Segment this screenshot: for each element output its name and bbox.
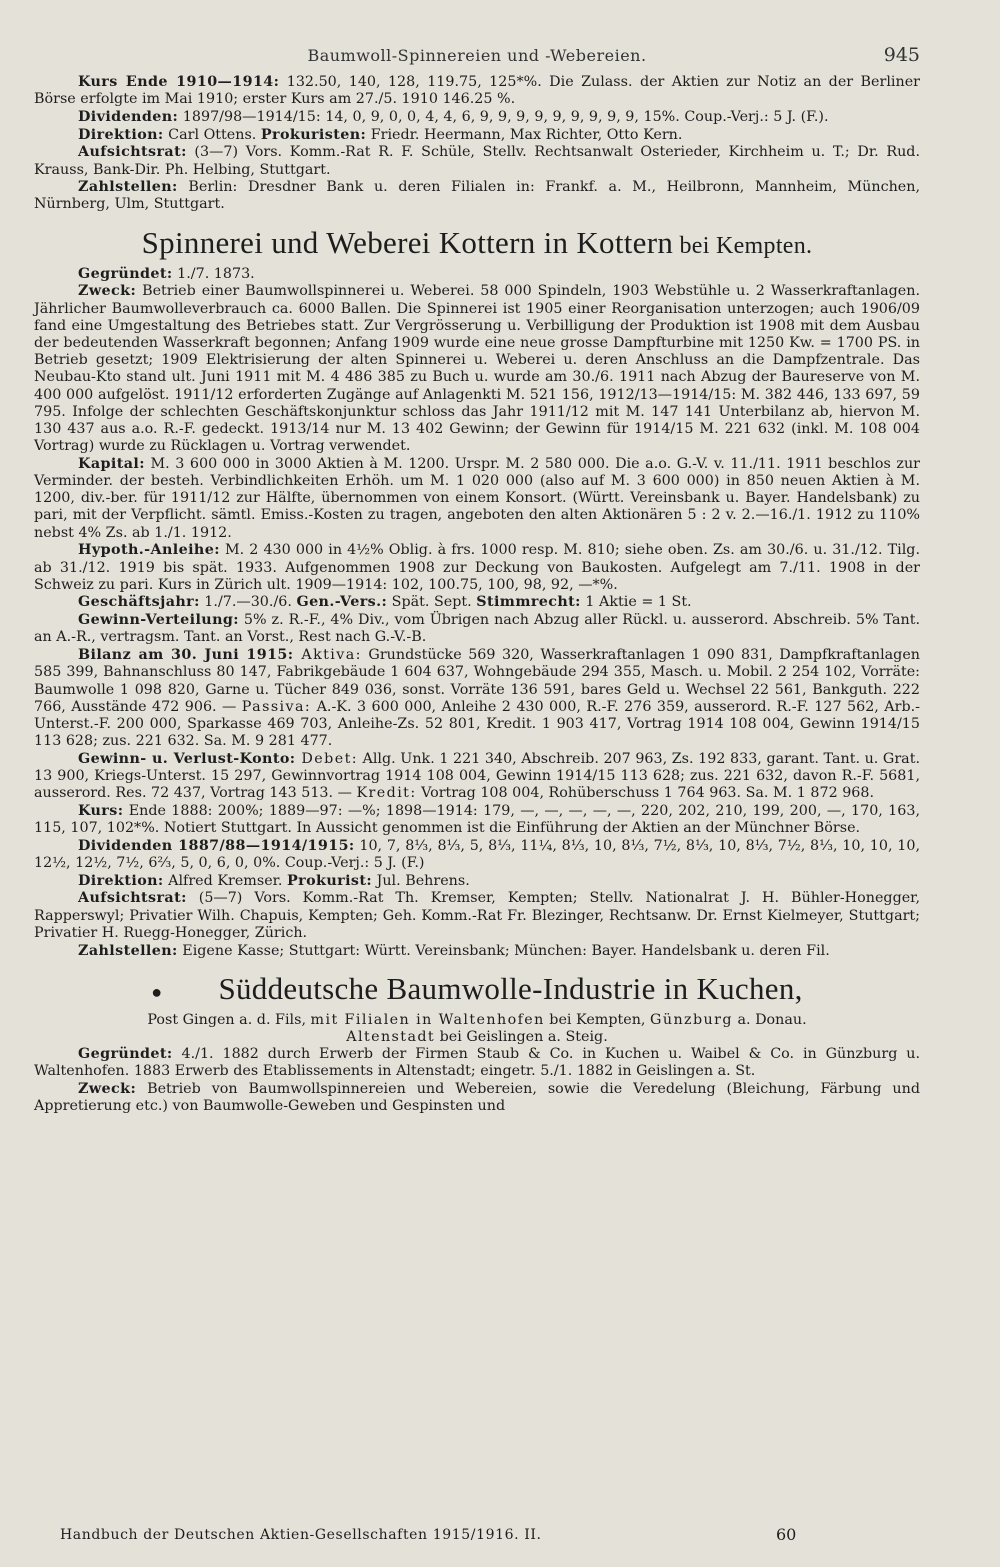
bullet-icon: ● bbox=[151, 981, 163, 1002]
gewinn-verlust-paragraph: Gewinn- u. Verlust-Konto: Debet: Allg. Unk. 1 221 340, Abschreib. 207 963, Zs. 192 833, garant. Tant. u. Grat. 13 900, Kriegs-Unterst. 15 297, Gewinnvortrag 1914 108 004, Gewinn 1914/15 113 628; zus. 221 632, davon R.-F. 5681, ausserord. Res. 72 437, Vortrag 143 513. — Kredit: Vortrag 108 004, Rohüberschuss 1 764 963. Sa. M. 1 872 968. bbox=[34, 750, 920, 802]
aufsichtsrat-paragraph: Aufsichtsrat: (5—7) Vors. Komm.-Rat Th. Kremser, Kempten; Stellv. Nationalrat J. H. Bühler-Honegger, Rapperswyl; Privatier Wilh. Chapuis, Kempten; Geh. Komm.-Rat Fr. Blezinger, Rechtsanw. Dr. Ernst Kielmeyer, Stuttgart; Privatier H. Ruegg-Honegger, Zürich. bbox=[34, 890, 920, 941]
handbook-title: Handbuch der Deutschen Aktien-Gesellschaften 1915/1916. II. bbox=[60, 1527, 542, 1543]
entry-kuchen bbox=[34, 1046, 920, 1115]
entry-title-kottern: Spinnerei und Weberei Kottern in Kottern bei Kempten. bbox=[141, 224, 813, 260]
kurs-paragraph: Kurs: Ende 1888: 200%; 1889—97: —%; 1898—1914: 179, —, —, —, —, —, 220, 202, 210, 199, 200, —, 170, 163, 115, 107, 102*%. Notiert Stuttgart. In Aussicht genommen ist die Einführung der Aktien an der Münchner Börse. bbox=[34, 802, 920, 837]
zweck-paragraph: Zweck: Betrieb einer Baumwollspinnerei u. Weberei. 58 000 Spindeln, 1903 Webstühle u. 2 Wasserkraftanlagen. Jährlicher Baumwolleverbrauch ca. 6000 Ballen. Die Spinnerei ist 1905 einer Reorganisation unterzogen; auch 1906/09 fand eine Umgestaltung des Betriebes statt. Zur Vergrösserung u. Verbilligung der Produktion ist 1908 mit dem Ausbau der bedeutenden Wasserkraft begonnen; Anfang 1909 wurde eine neue grosse Dampfturbine mit 1250 Kw. = 1700 PS. in Betrieb gesetzt; 1909 Elektrisierung der alten Spinnerei u. Weberei u. deren Anschluss an die Dampfzentrale. Das Neubau-Kto stand ult. Juni 1911 mit M. 4 486 385 zu Buch u. wurde am 30./6. 1911 nach Abzug der Baureserve von M. 400 000 aufgelöst. 1911/12 erforderten Zugänge auf Anlagenkti M. 521 156, 1912/13—1914/15: M. 382 446, 133 697, 59 795. Infolge der schlechten Geschäftskonjunktur schloss das Jahr 1911/12 mit M. 147 141 Unterbilanz ab, hiervon M. 130 437 aus a.o. R.-F. gedeckt. 1913/14 nur M. 13 402 Gewinn; der Gewinn für 1914/15 M. 221 632 (inkl. M. 108 004 Vortrag) wurde zu Rücklagen u. Vortrag verwendet. bbox=[34, 283, 920, 455]
zahlstellen-paragraph: Zahlstellen: Berlin: Dresdner Bank u. deren Filialen in: Frankf. a. M., Heilbronn, Mannheim, München, Nürnberg, Ulm, Stuttgart. bbox=[34, 179, 920, 213]
gewinn-verteilung-paragraph: Gewinn-Verteilung: 5% z. R.-F., 4% Div., vom Übrigen nach Abzug aller Rückl. u. ausserord. Abschreib. 5% Tant. an A.-R., vertragsm. Tant. an Vorst., Rest nach G.-V.-B. bbox=[34, 612, 920, 646]
running-title: Baumwoll-Spinnereien und -Webereien. bbox=[307, 46, 647, 65]
hypoth-anleihe-paragraph: Hypoth.-Anleihe: M. 2 430 000 in 4½% Oblig. à frs. 1000 resp. M. 810; siehe oben. Zs. am 30./6. u. 31./12. Tilg. ab 31./12. 1919 bis spät. 1933. Aufgenommen 1908 zur Deckung von Baukosten. Aufgelegt am 7./11. 1908 in der Schweiz zu pari. Kurs in Zürich ult. 1909—1914: 102, 100.75, 100, 98, 92, —*%. bbox=[34, 542, 920, 593]
bilanz-paragraph: Bilanz am 30. Juni 1915: Aktiva: Grundstücke 569 320, Wasserkraftanlagen 1 090 831, Dampfkraftanlagen 585 399, Bahnanschluss 80 147, Fabrikgebäude 1 604 637, Wohngebäude 294 355, Masch. u. Mobil. 2 254 102, Vorräte: Baumwolle 1 098 820, Garne u. Tücher 849 036, sonst. Vorräte 136 591, bares Geld u. Wechsel 22 561, Bankguth. 222 766, Ausstände 472 906. — Passiva: A.-K. 3 600 000, Anleihe 2 430 000, R.-F. 276 359, ausserord. R.-F. 127 562, Arb.-Unterst.-F. 200 000, Sparkasse 469 703, Anleihe-Zs. 52 801, Kredit. 1 903 417, Vortrag 1914 108 004, Gewinn 1914/15 113 628; zus. 221 632. Sa. M. 9 281 477. bbox=[34, 647, 920, 750]
gegruendet-paragraph: Gegründet: 4./1. 1882 durch Erwerb der Firmen Staub & Co. in Kuchen u. Waibel & Co. in Günzburg u. Waltenhofen. 1883 Erwerb des Etablissements in Altenstadt; eingetr. 5./1. 1882 in Geislingen a. St. bbox=[34, 1046, 920, 1080]
entry-previous-continued bbox=[34, 74, 920, 214]
zweck-paragraph: Zweck: Betrieb von Baumwollspinnereien und Webereien, sowie die Veredelung (Bleichung, Färbung und Appretierung etc.) von Baumwolle-Geweben und Gespinsten und bbox=[34, 1080, 920, 1115]
direktion-paragraph: Direktion: Carl Ottens. Prokuristen: Friedr. Heermann, Max Richter, Otto Kern. bbox=[78, 126, 683, 143]
page-header bbox=[34, 40, 920, 74]
entry-kottern bbox=[34, 266, 920, 960]
entry-title-kuchen: ● Süddeutsche Baumwolle-Industrie in Kuchen, bbox=[151, 970, 803, 1006]
filial-line: Altenstadt bei Geislingen a. Steig. bbox=[346, 1028, 608, 1045]
page-footer bbox=[60, 1527, 910, 1543]
gegruendet-paragraph: Gegründet: 1./7. 1873. bbox=[78, 265, 255, 282]
post-line: Post Gingen a. d. Fils, mit Filialen in Waltenhofen bei Kempten, Günzburg a. Donau. bbox=[147, 1011, 807, 1028]
dividenden-paragraph: Dividenden 1887/88—1914/1915: 10, 7, 8⅓, 8⅓, 5, 8⅓, 11¼, 8⅓, 10, 8⅓, 7½, 8⅓, 10, 8⅓, 7½, 8⅓, 10, 10, 10, 12½, 12½, 7½, 6⅔, 5, 0, 6, 0, 0%. Coup.-Verj.: 5 J. (F.) bbox=[34, 837, 920, 872]
kurs-paragraph: Kurs Ende 1910—1914: 132.50, 140, 128, 119.75, 125*%. Die Zulass. der Aktien zur Notiz an der Berliner Börse erfolgte im Mai 1910; erster Kurs am 27./5. 1910 146.25 %. bbox=[34, 74, 920, 108]
zahlstellen-paragraph: Zahlstellen: Eigene Kasse; Stuttgart: Württ. Vereinsbank; München: Bayer. Handelsbank u. deren Fil. bbox=[78, 942, 830, 959]
sheet-number: 60 bbox=[776, 1525, 797, 1544]
dividenden-paragraph: Dividenden: 1897/98—1914/15: 14, 0, 9, 0, 0, 4, 4, 6, 9, 9, 9, 9, 9, 9, 9, 9, 9, 15%. Coup.-Verj.: 5 J. (F.). bbox=[78, 108, 829, 125]
direktion-paragraph: Direktion: Alfred Kremser. Prokurist: Jul. Behrens. bbox=[78, 872, 470, 889]
page-number: 945 bbox=[883, 44, 920, 66]
aufsichtsrat-paragraph: Aufsichtsrat: (3—7) Vors. Komm.-Rat R. F. Schüle, Stellv. Rechtsanwalt Osterieder, Kirchheim u. T.; Dr. Rud. Krauss, Bank-Dir. Ph. Helbing, Stuttgart. bbox=[34, 144, 920, 178]
geschaeftsjahr-paragraph: Geschäftsjahr: 1./7.—30./6. Gen.-Vers.: Spät. Sept. Stimmrecht: 1 Aktie = 1 St. bbox=[78, 594, 692, 611]
kapital-paragraph: Kapital: M. 3 600 000 in 3000 Aktien à M. 1200. Urspr. M. 2 580 000. Die a.o. G.-V. v. 11./11. 1911 beschlos zur Verminder. der besteh. Verbindlichkeiten Erhöh. um M. 1 020 000 (also auf M. 3 600 000) in 850 neuen Aktien à M. 1200, div.-ber. für 1911/12 zur Hälfte, übernommen von einem Konsort. (Württ. Vereinsbank u. Bayer. Handelsbank) zu pari, mit der Verpflicht. sämtl. Emiss.-Kosten zu tragen, angeboten den alten Aktionären 5 : 2 v. 2.—16./1. 1912 zu 110% nebst 4% Zs. ab 1./1. 1912. bbox=[34, 455, 920, 541]
